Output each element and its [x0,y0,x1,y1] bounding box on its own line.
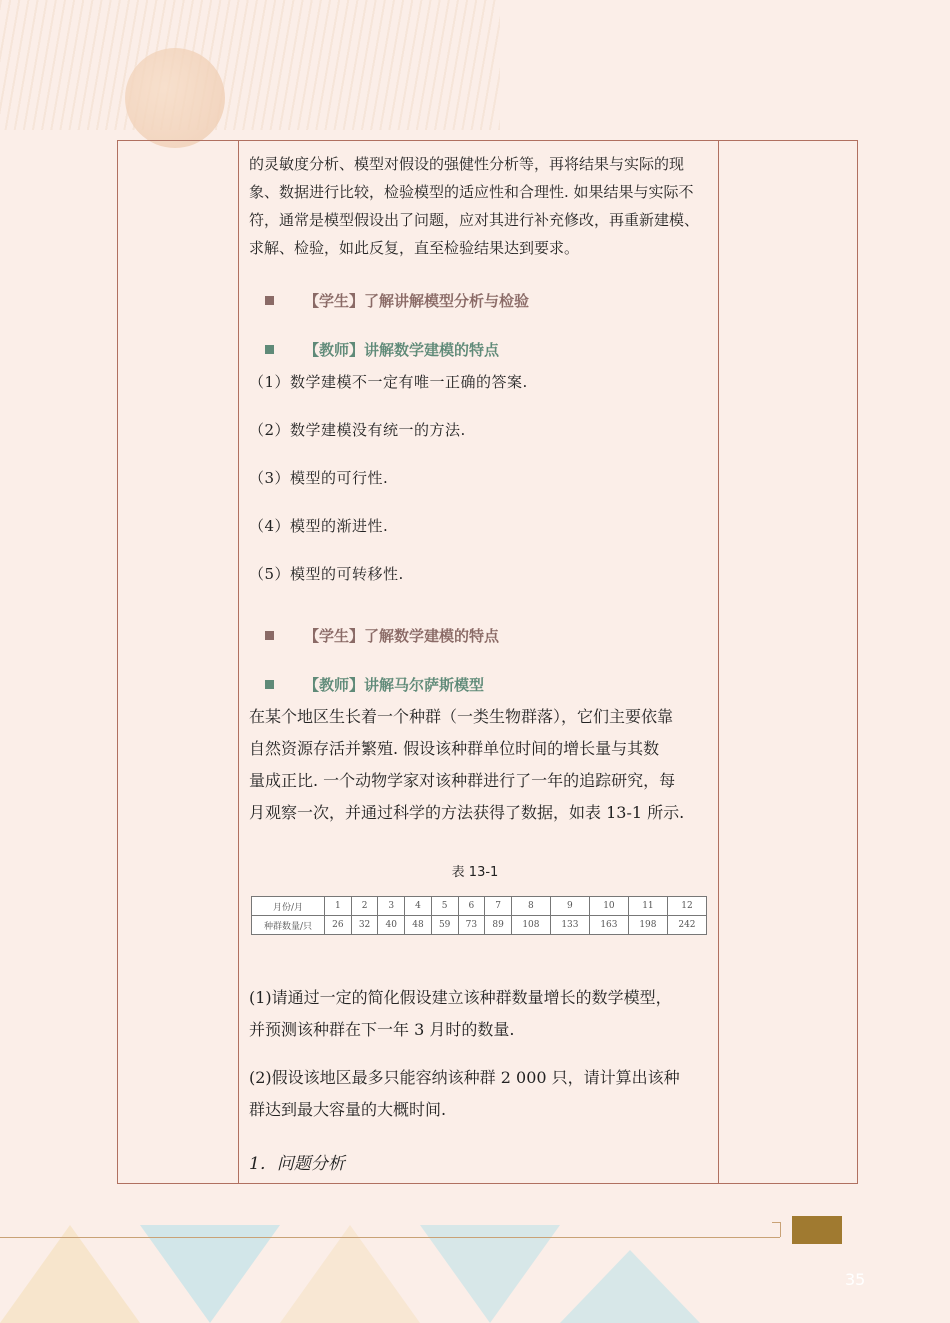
question-line: 群达到最大容量的大概时间. [249,1100,447,1119]
count-cell: 48 [405,916,432,935]
question-1 [249,982,713,1046]
column-divider-right [718,141,719,1183]
page-number: 35 [845,1270,866,1289]
decorative-triangle [420,1225,560,1323]
malthus-line: 自然资源存活并繁殖. 假设该种群单位时间的增长量与其数 [249,739,660,758]
feature-item: （4）模型的渐进性. [249,517,389,535]
question-line: (2)假设该地区最多只能容纳该种群 2 000 只，请计算出该种 [249,1068,680,1087]
count-cell: 89 [485,916,512,935]
malthus-line: 量成正比. 一个动物学家对该种群进行了一年的追踪研究，每 [249,771,676,790]
feature-item: （5）模型的可转移性. [249,565,404,583]
square-bullet-icon [265,631,274,640]
count-cell: 26 [325,916,352,935]
teacher-heading-malthus [265,674,484,695]
table-caption: 表 13-1 [451,865,499,880]
row-header-month: 月份/月 [252,897,325,916]
footer-rule-hook [772,1222,781,1237]
decorative-triangle [560,1250,700,1323]
count-cell: 108 [511,916,550,935]
feature-item: （2）数学建模没有统一的方法. [249,421,466,439]
intro-line: 求解、检验，如此反复，直至检验结果达到要求。 [249,239,580,257]
heading-text: 【教师】讲解马尔萨斯模型 [304,676,485,694]
intro-paragraph [249,150,713,262]
decorative-triangle [140,1225,280,1323]
student-heading-features [265,625,499,646]
feature-item: （3）模型的可行性. [249,469,389,487]
month-cell: 9 [550,897,589,916]
count-cell: 242 [667,916,706,935]
intro-line: 的灵敏度分析、模型对假设的强健性分析等，再将结果与实际的现 [249,155,685,173]
month-cell: 8 [511,897,550,916]
footer-rule [0,1237,780,1238]
table-row-counts [252,916,707,935]
month-cell: 12 [667,897,706,916]
month-cell: 2 [351,897,378,916]
month-cell: 1 [325,897,352,916]
teacher-heading-features [265,339,499,360]
month-cell: 7 [485,897,512,916]
student-heading-analysis [265,290,529,311]
count-cell: 198 [628,916,667,935]
count-cell: 59 [431,916,458,935]
square-bullet-icon [265,680,274,689]
footer-gold-bar [792,1216,842,1244]
malthus-line: 在某个地区生长着一个种群（一类生物群落），它们主要依靠 [249,707,674,726]
count-cell: 40 [378,916,405,935]
intro-line: 象、数据进行比较，检验模型的适应性和合理性. 如果结果与实际不 [249,183,694,201]
malthus-paragraph [249,701,713,829]
malthus-line: 月观察一次，并通过科学的方法获得了数据，如表 13-1 所示. [249,803,685,822]
count-cell: 133 [550,916,589,935]
month-cell: 6 [458,897,485,916]
decorative-wave-pattern [0,0,500,130]
column-divider-left [238,141,239,1183]
section-title: 1．问题分析 [249,1154,345,1174]
heading-text: 【学生】了解数学建模的特点 [304,627,500,645]
table-row-months [252,897,707,916]
month-cell: 3 [378,897,405,916]
decorative-circle [125,48,225,148]
count-cell: 163 [589,916,628,935]
month-cell: 5 [431,897,458,916]
decorative-triangle [280,1225,420,1323]
month-cell: 4 [405,897,432,916]
month-cell: 10 [589,897,628,916]
count-cell: 32 [351,916,378,935]
question-line: (1)请通过一定的简化假设建立该种群数量增长的数学模型， [249,988,672,1007]
square-bullet-icon [265,296,274,305]
row-header-count: 种群数量/只 [252,916,325,935]
population-table [251,896,707,935]
decorative-triangle [0,1225,140,1323]
intro-line: 符，通常是模型假设出了问题，应对其进行补充修改，再重新建模、 [249,211,700,229]
heading-text: 【学生】了解讲解模型分析与检验 [304,292,530,310]
month-cell: 11 [628,897,667,916]
question-line: 并预测该种群在下一年 3 月时的数量. [249,1020,515,1039]
count-cell: 73 [458,916,485,935]
question-2 [249,1062,713,1126]
feature-item: （1）数学建模不一定有唯一正确的答案. [249,373,528,391]
heading-text: 【教师】讲解数学建模的特点 [304,341,500,359]
square-bullet-icon [265,345,274,354]
